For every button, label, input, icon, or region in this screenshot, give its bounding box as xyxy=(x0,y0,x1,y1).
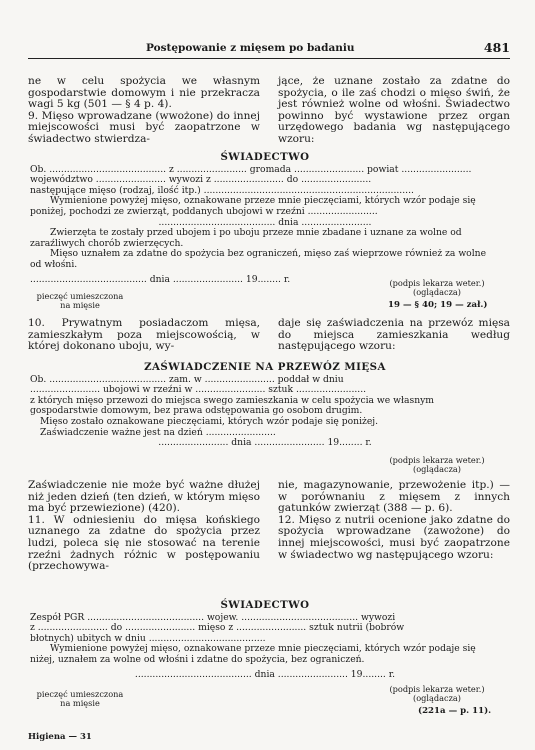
cert2-line-4: Mięso zostało oznakowane pieczęciami, których wzór podaje się poniżej. xyxy=(40,415,379,427)
cert1-stamp-note: pieczęć umieszczona na mięsie xyxy=(36,291,124,310)
cert1-line-8: ........................................ dnia ........................ 19........ r. xyxy=(30,273,291,285)
page-header xyxy=(28,40,510,59)
certificate-3 xyxy=(30,600,500,680)
cert3-line-5: ........................................ dnia ........................ 19........ r. xyxy=(134,668,396,680)
cert3-signature: (podpis lekarza weter.) (oglądacza) xyxy=(389,684,485,703)
top-right-paragraph: jące, że uznane zostało za zdatne do spożycia, o ile zaś chodzi o mięso świń, że jest również wolne od włośni. Świadectwo powinno być wystawione przez organ urzędowego badania wg następującego wzoru: xyxy=(278,75,510,145)
cert2-line-5: Zaświadczenie ważne jest na dzień ........................ xyxy=(40,426,276,438)
cert3-line-3: błotnych) ubitych w dniu ........................................ xyxy=(30,632,266,644)
bottom-right-paragraph: nie, magazynowanie, przewożenie itp.) — w porównaniu z mięsem z innych gatunków zwierząt (388 — p. 6). 12. Mięso z nutrii ocenione jako zdatne do spożycia wprowadzane (zawożone) do innej miejscowości, musi być zaopatrzone w świadectwo wg następującego wzoru: xyxy=(278,479,510,561)
cert1-line-2: województwo ........................ wywozi z ........................ do ........................ xyxy=(30,174,372,186)
cert1-line-1: Ob. ........................................ z ........................ gromada ........................ powiat ........................ xyxy=(30,163,472,175)
certificate-2 xyxy=(30,362,500,449)
cert1-signature: (podpis lekarza weter.) (oglądacza) xyxy=(389,278,485,297)
bottom-left-paragraph: Zaświadczenie nie może być ważne dłużej niż jeden dzień (ten dzień, w którym mięso ma być przewiezione) (420). 11. W odniesieniu do mięsa końskiego uznanego za zdatne do spożycia przez ludzi, poleca się nie stosować na terenie rzeźni żadnych różnic w postępowaniu (przechowywa- xyxy=(28,479,260,573)
cert3-stamp-note: pieczęć umieszczona na mięsie xyxy=(36,689,124,708)
page-footer: Higiena — 31 xyxy=(28,732,92,742)
cert2-line-6: ........................ dnia ........................ 19........ r. xyxy=(158,437,372,449)
certificate-1-title: ŚWIADECTWO xyxy=(220,151,310,163)
cert2-line-1: Ob. ........................................ zam. w ........................ poddał w dniu xyxy=(30,373,344,385)
certificate-1 xyxy=(30,152,500,285)
mid-right-paragraph: daje się zaświadczenia na przewóz mięsa do miejsca zamieszkania według następującego wzoru: xyxy=(278,317,510,353)
cert1-line-7: Mięso uznałem za zdatne do spożycia bez ograniczeń, mięso zaś wieprzowe również za wolne od włośni. xyxy=(30,248,487,270)
cert2-line-3: z których mięso przewozi do miejsca swego zamieszkania w celu spożycia we własnym gospodarstwie domowym, bez prawa odstępowania go osobom drugim. xyxy=(30,394,435,417)
cert1-line-3: następujące mięso (rodzaj, ilość itp.) ........................................................................ xyxy=(30,184,414,196)
running-title: Postępowanie z mięsem po badaniu xyxy=(146,42,355,54)
top-left-paragraph: ne w celu spożycia we własnym gospodarstwie domowym i nie przekracza wagi 5 kg (501 — § 4 p. 4). 9. Mięso wprowadzane (wwożone) do innej miejscowości musi być zaopatrzone w świadectwo stwierdza- xyxy=(28,75,260,145)
page-number: 481 xyxy=(483,40,510,55)
cert3-line-2: z ........................ do ........................ mięso z ........................ sztuk nutrii (bobrów xyxy=(30,622,405,634)
certificate-3-title: ŚWIADECTWO xyxy=(220,599,310,611)
cert3-line-1: Zespół PGR ........................................ wojew. ........................................ wywozi xyxy=(30,611,396,623)
cert1-line-5: ........................................ dnia ........................ xyxy=(158,216,372,228)
certificate-2-title: ZAŚWIADCZENIE NA PRZEWÓZ MIĘSA xyxy=(144,361,386,373)
cert3-line-4: Wymienione powyżej mięso, oznakowane przeze mnie pieczęciami, których wzór podaje się niżej, uznałem za wolne od włośni i zdatne do spożycia, bez ograniczeń. xyxy=(30,643,476,665)
mid-left-paragraph: 10. Prywatnym posiadaczom mięsa, zamieszkałym poza miejscowością, w której dokonano uboju, wy- xyxy=(28,317,260,353)
cert1-reference: 19 — § 40; 19 — zał.) xyxy=(388,300,488,310)
cert3-reference: (221a — p. 11). xyxy=(418,706,492,716)
cert2-signature: (podpis lekarza weter.) (oglądacza) xyxy=(389,455,485,474)
cert2-line-2: ........................ ubojowi w rzeźni w ........................ sztuk ........................ xyxy=(30,384,367,396)
cert1-line-6: Zwierzęta te zostały przed ubojem i po uboju przeze mnie zbadane i uznane za wolne od zaraźliwych chorób zwierzęcych. xyxy=(30,227,462,249)
cert1-line-4: Wymienione powyżej mięso, oznakowane przeze mnie pieczęciami, których wzór podaje się poniżej, pochodzi ze zwierząt, poddanych ubojowi w rzeźni ........................ xyxy=(30,195,476,217)
